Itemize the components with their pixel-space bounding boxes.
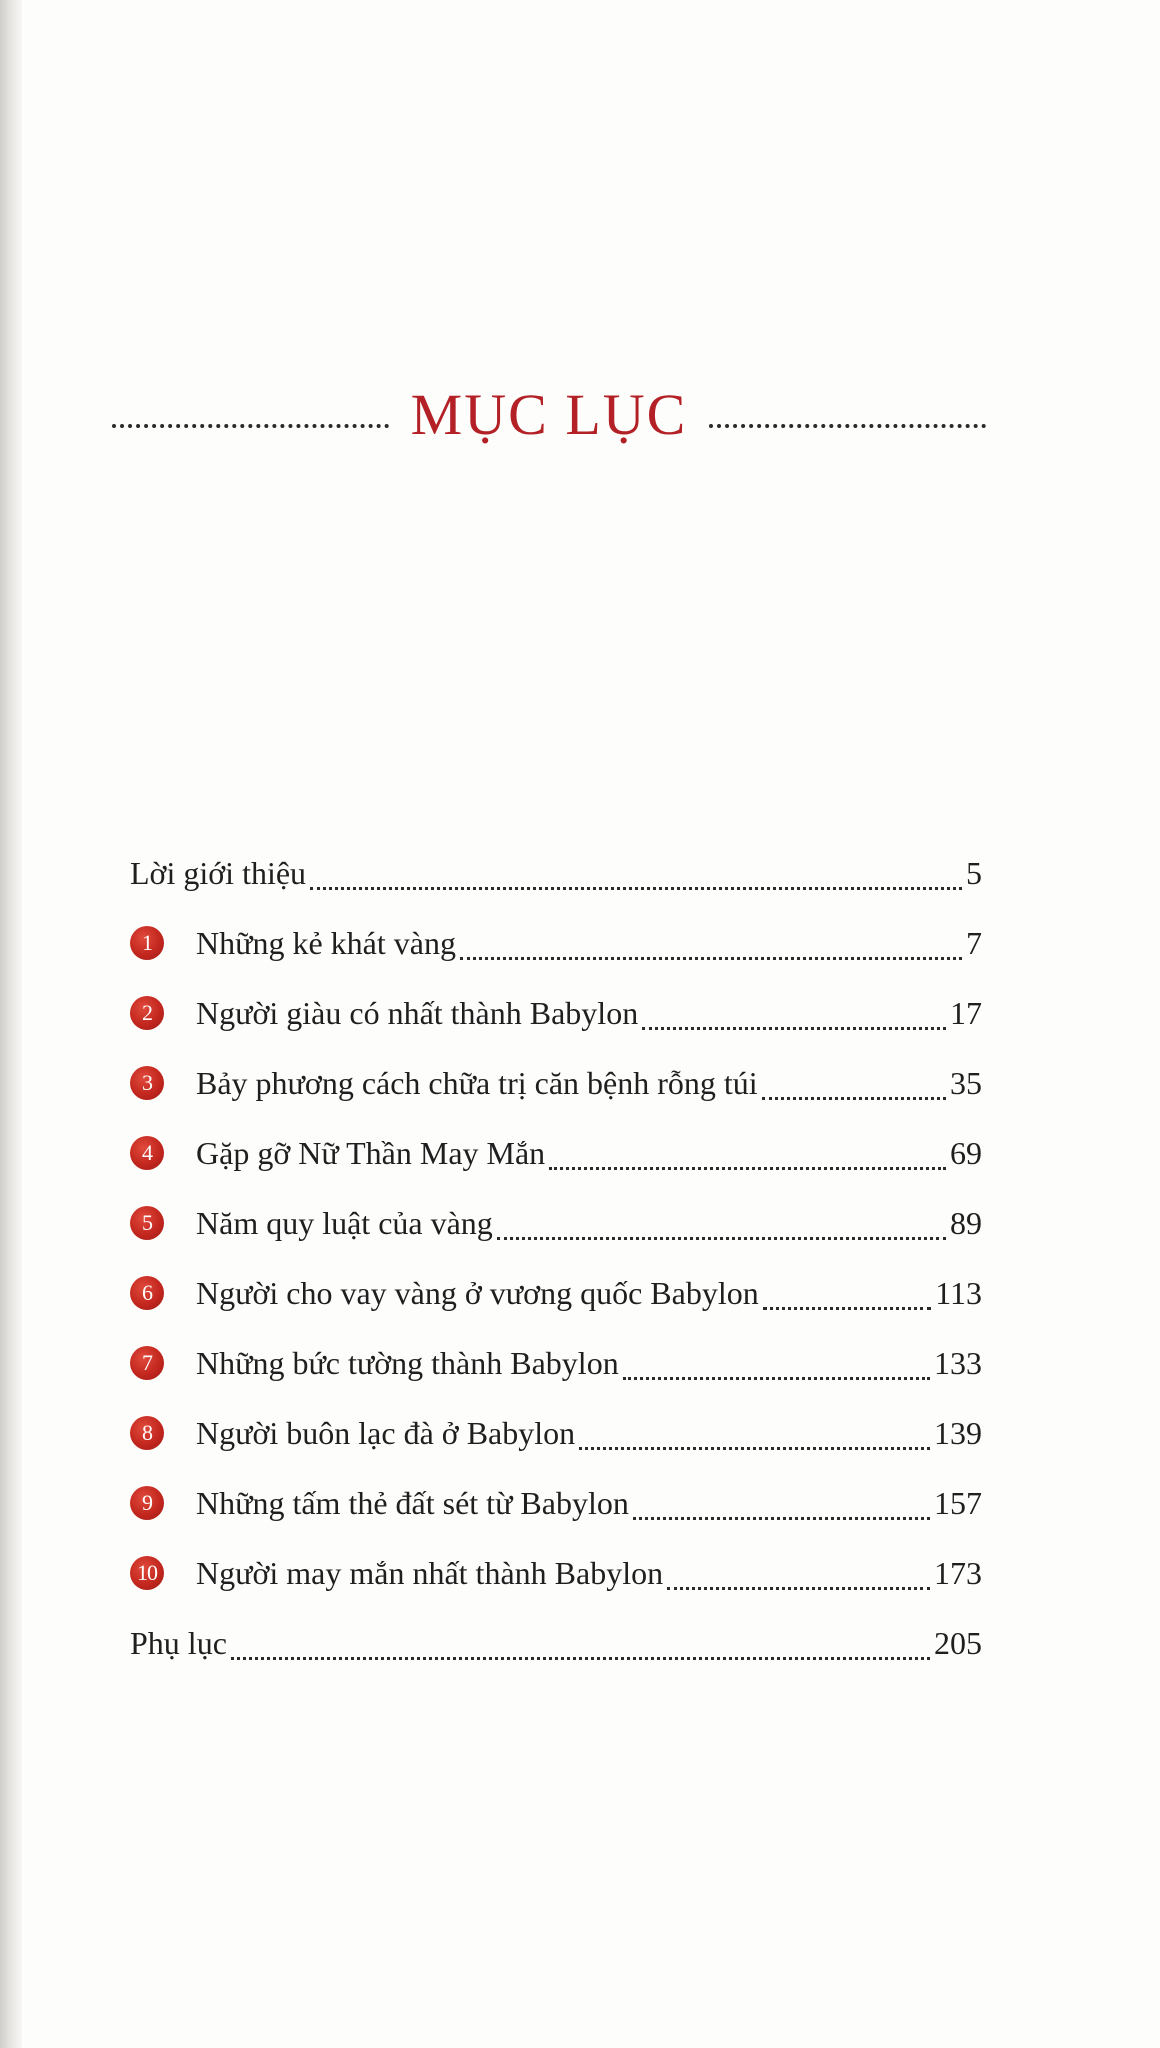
toc-entry-page: 173 [934, 1555, 982, 1591]
chapter-number-badge: 7 [130, 1346, 164, 1380]
toc-entry-page: 157 [934, 1485, 982, 1521]
toc-entry-page: 7 [966, 925, 982, 961]
title-dots-right [709, 424, 986, 428]
page-spine-shadow [0, 0, 22, 2048]
toc-entry-label: Những kẻ khát vàng [196, 925, 456, 961]
toc-entry-page: 17 [950, 995, 982, 1031]
toc-entry-label: Bảy phương cách chữa trị căn bệnh rỗng túi [196, 1065, 758, 1101]
chapter-number-badge: 1 [130, 926, 164, 960]
toc-entry-label: Người cho vay vàng ở vương quốc Babylon [196, 1275, 759, 1311]
toc-entry-page: 133 [934, 1345, 982, 1381]
dot-leader [231, 1657, 930, 1660]
chapter-number-badge: 8 [130, 1416, 164, 1450]
toc-entry-page: 89 [950, 1205, 982, 1241]
toc-entry-appendix[interactable] [130, 1608, 982, 1678]
toc-entry-label: Những bức tường thành Babylon [196, 1345, 619, 1381]
toc-entry-label: Gặp gỡ Nữ Thần May Mắn [196, 1135, 546, 1171]
chapter-number-badge: 5 [130, 1206, 164, 1240]
toc-entry-chapter-5[interactable] [130, 1188, 982, 1258]
toc-entry-chapter-2[interactable] [130, 978, 982, 1048]
chapter-number-badge: 3 [130, 1066, 164, 1100]
dot-leader [579, 1447, 930, 1450]
chapter-number-badge: 10 [130, 1556, 164, 1590]
chapter-number-badge: 4 [130, 1136, 164, 1170]
toc-entry-label: Năm quy luật của vàng [196, 1205, 493, 1241]
toc-entry-label: Lời giới thiệu [130, 855, 307, 891]
toc-entry-page: 205 [934, 1625, 982, 1661]
dot-leader [310, 887, 962, 890]
toc-entry-chapter-4[interactable] [130, 1118, 982, 1188]
toc-entry-label: Người may mắn nhất thành Babylon [196, 1555, 664, 1591]
toc-entry-label: Người buôn lạc đà ở Babylon [196, 1415, 576, 1451]
title-dots-left [112, 424, 389, 428]
dot-leader [762, 1097, 946, 1100]
chapter-number-badge: 6 [130, 1276, 164, 1310]
table-of-contents [130, 838, 982, 1678]
dot-leader [623, 1377, 930, 1380]
dot-leader [549, 1167, 946, 1170]
toc-entry-page: 69 [950, 1135, 982, 1171]
toc-entry-label: Những tấm thẻ đất sét từ Babylon [196, 1485, 629, 1521]
toc-entry-chapter-9[interactable] [130, 1468, 982, 1538]
dot-leader [667, 1587, 930, 1590]
page-title: MỤC LỤC [410, 382, 688, 447]
chapter-number-badge: 9 [130, 1486, 164, 1520]
dot-leader [497, 1237, 946, 1240]
toc-entry-chapter-3[interactable] [130, 1048, 982, 1118]
toc-entry-label: Người giàu có nhất thành Babylon [196, 995, 639, 1031]
toc-entry-page: 35 [950, 1065, 982, 1101]
toc-entry-intro[interactable] [130, 838, 982, 908]
toc-entry-chapter-8[interactable] [130, 1398, 982, 1468]
toc-entry-label: Phụ lục [130, 1625, 227, 1661]
toc-entry-page: 139 [934, 1415, 982, 1451]
toc-entry-chapter-1[interactable] [130, 908, 982, 978]
toc-entry-chapter-7[interactable] [130, 1328, 982, 1398]
toc-entry-page: 113 [935, 1275, 982, 1311]
dot-leader [460, 957, 962, 960]
toc-entry-page: 5 [966, 855, 982, 891]
toc-entry-chapter-10[interactable] [130, 1538, 982, 1608]
dot-leader [763, 1307, 931, 1310]
title-row [112, 375, 986, 455]
dot-leader [633, 1517, 930, 1520]
chapter-number-badge: 2 [130, 996, 164, 1030]
toc-entry-chapter-6[interactable] [130, 1258, 982, 1328]
dot-leader [642, 1027, 946, 1030]
